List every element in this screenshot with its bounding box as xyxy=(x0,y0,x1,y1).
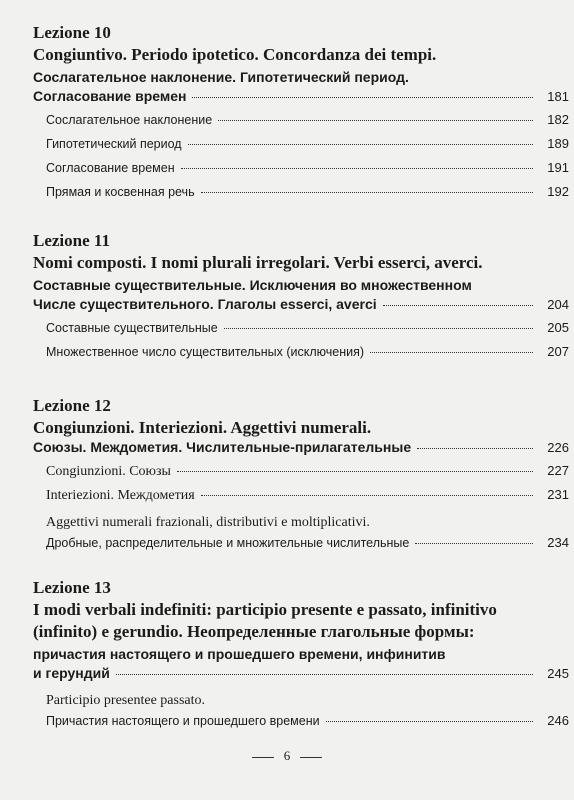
page-number: 182 xyxy=(547,112,569,127)
toc-entry[interactable]: Числе существительного. Глаголы esserci, averci 204 xyxy=(33,296,569,312)
lesson-heading-italian: (infinito) e gerundio. Неопределенные глагольные формы: xyxy=(33,622,475,641)
toc-entry[interactable]: Interiezioni. Междометия 231 xyxy=(46,487,569,503)
page-number: 227 xyxy=(547,463,569,478)
toc-entry[interactable]: Причастия настоящего и прошедшего времени 246 xyxy=(46,713,569,728)
page-number: 189 xyxy=(547,136,569,151)
toc-entry[interactable]: и герундий 245 xyxy=(33,665,569,681)
page-number: 181 xyxy=(547,89,569,104)
page-number: 231 xyxy=(547,487,569,502)
footer-page-number: 6 xyxy=(283,748,291,763)
lesson-12 xyxy=(33,395,569,559)
lesson-heading-russian: Составные существительные. Исключения во множественном xyxy=(33,277,472,293)
page-footer xyxy=(0,748,574,764)
page-number: 245 xyxy=(547,666,569,681)
lesson-title: Lezione 11 xyxy=(33,231,110,250)
page-number: 246 xyxy=(547,713,569,728)
page-number: 204 xyxy=(547,297,569,312)
lesson-heading-russian: Сослагательное наклонение. Гипотетический период. xyxy=(33,69,409,85)
page-number: 191 xyxy=(547,160,569,175)
toc-entry[interactable]: Гипотетический период 189 xyxy=(46,136,569,151)
toc-entry[interactable]: Согласование времен 181 xyxy=(33,88,569,104)
toc-entry[interactable]: Союзы. Междометия. Числительные-прилагательные 226 xyxy=(33,439,569,455)
page-number: 205 xyxy=(547,320,569,335)
page-number: 234 xyxy=(547,535,569,550)
lesson-title: Lezione 10 xyxy=(33,23,111,42)
lesson-heading-russian: причастия настоящего и прошедшего времени, инфинитив xyxy=(33,646,446,662)
lesson-heading-italian: I modi verbali indefiniti: participio presente e passato, infinitivo xyxy=(33,600,497,619)
lesson-heading-italian: Congiuntivo. Periodo ipotetico. Concordanza dei tempi. xyxy=(33,45,437,64)
toc-entry[interactable]: Согласование времен 191 xyxy=(46,160,569,175)
lesson-heading-italian: Congiunzioni. Interiezioni. Aggettivi numerali. xyxy=(33,418,372,437)
toc-entry[interactable]: Сослагательное наклонение 182 xyxy=(46,112,569,127)
toc-subheading: Aggettivi numerali frazionali, distributivi e moltiplicativi. xyxy=(46,515,370,530)
toc-entry[interactable]: Congiunzioni. Союзы 227 xyxy=(46,463,569,479)
lesson-11 xyxy=(33,230,569,368)
toc-entry[interactable]: Прямая и косвенная речь 192 xyxy=(46,184,569,199)
toc-entry[interactable]: Множественное число существительных (исключения) 207 xyxy=(46,344,569,359)
lesson-heading-italian: Nomi composti. I nomi plurali irregolari. Verbi esserci, averci. xyxy=(33,253,483,272)
toc-subheading: Participio presentee passato. xyxy=(46,693,206,708)
page-number: 226 xyxy=(547,440,569,455)
lesson-13 xyxy=(33,577,569,737)
lesson-title: Lezione 12 xyxy=(33,396,111,415)
toc-entry[interactable]: Составные существительные 205 xyxy=(46,320,569,335)
page-number: 192 xyxy=(547,184,569,199)
lesson-title: Lezione 13 xyxy=(33,578,111,597)
page-number: 207 xyxy=(547,344,569,359)
toc-entry[interactable]: Дробные, распределительные и множительные числительные 234 xyxy=(46,535,569,550)
lesson-10 xyxy=(33,22,569,208)
